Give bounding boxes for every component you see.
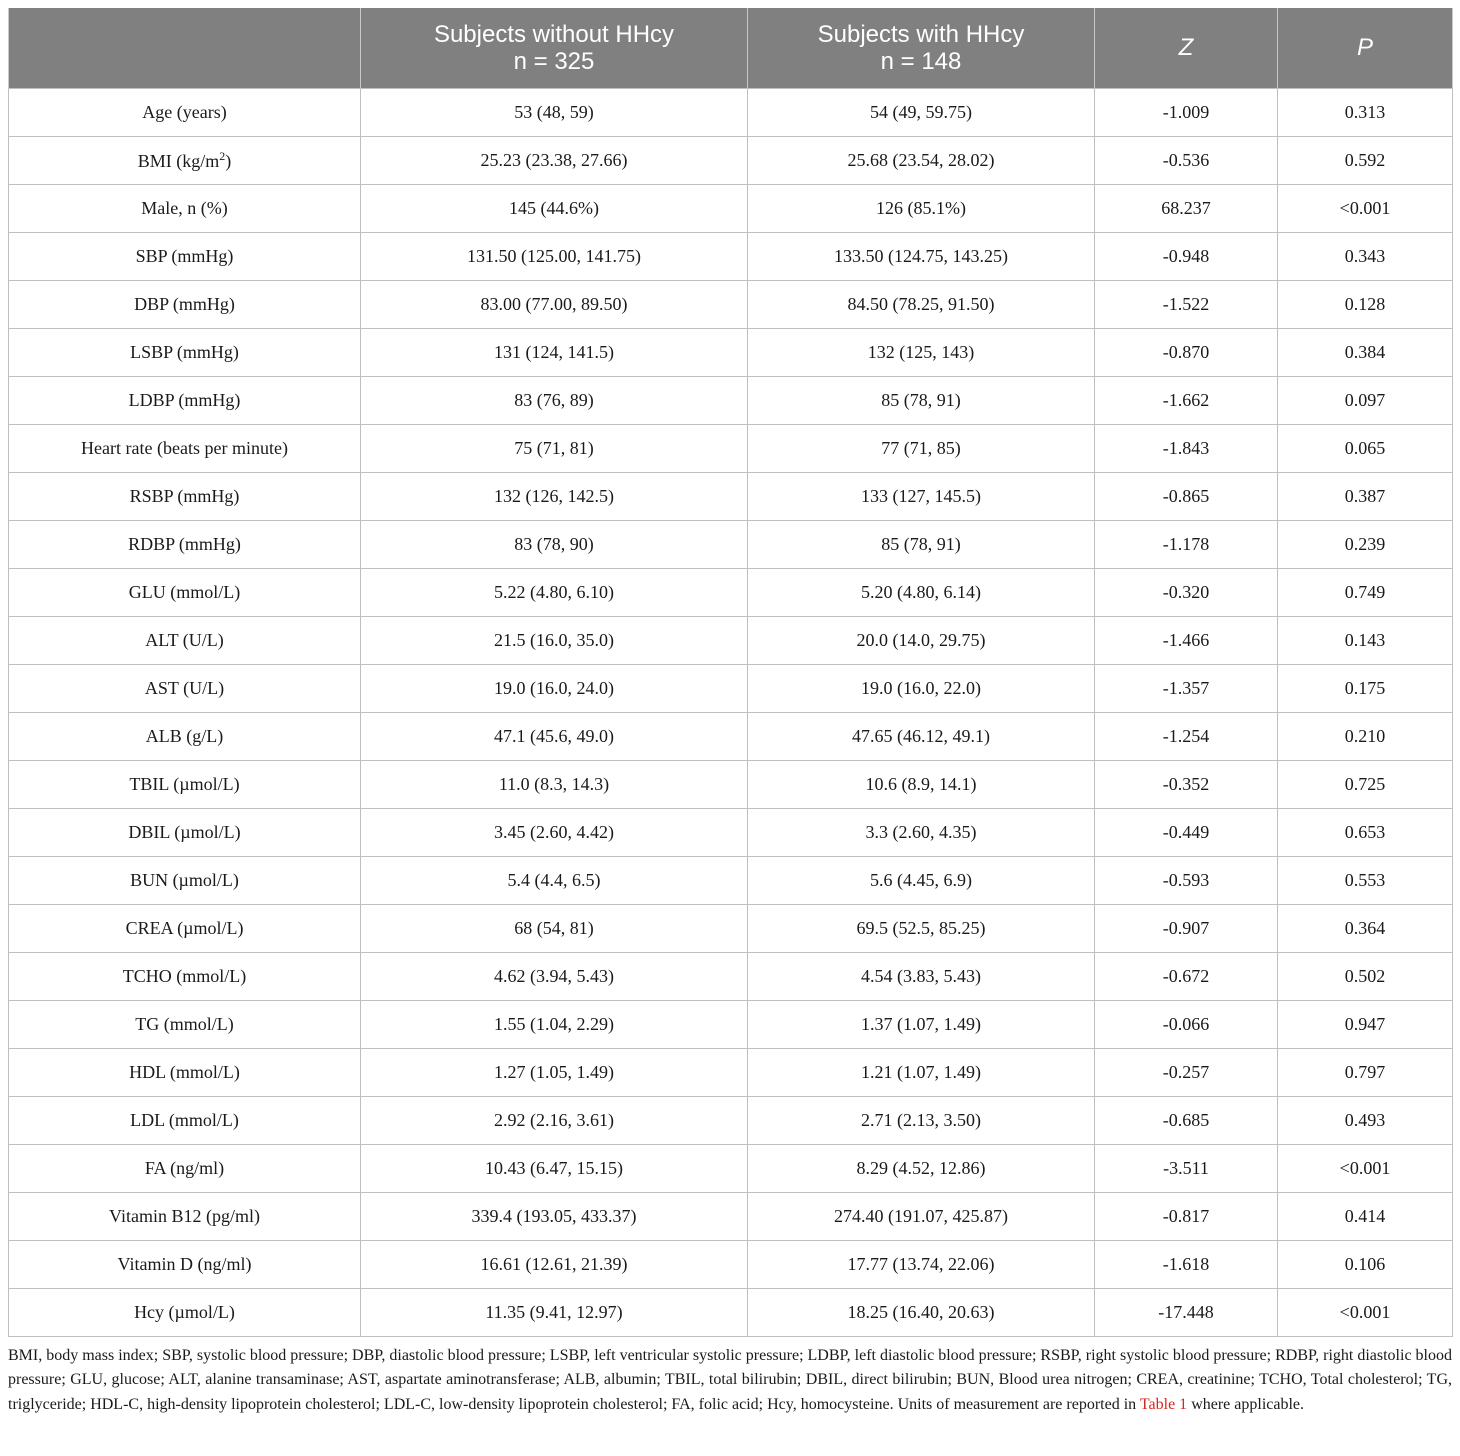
table-row [9,88,1453,136]
cell-p: 0.175 [1278,664,1453,712]
cell-variable [9,328,361,376]
table-row [9,520,1453,568]
cell-p: 0.065 [1278,424,1453,472]
table-body [9,88,1453,1336]
results-table [8,8,1453,1337]
variable-label-superscript: 2 [219,148,226,163]
variable-label: BUN (µmol/L) [130,869,239,890]
variable-label: CREA (µmol/L) [125,917,244,938]
table-1-link[interactable]: Table 1 [1139,1395,1188,1413]
cell-variable [9,712,361,760]
cell-p: 0.493 [1278,1096,1453,1144]
cell-z: -1.357 [1095,664,1278,712]
cell-p: 0.210 [1278,712,1453,760]
cell-without-hhcy: 4.62 (3.94, 5.43) [361,952,748,1000]
cell-p: 0.239 [1278,520,1453,568]
cell-without-hhcy: 16.61 (12.61, 21.39) [361,1240,748,1288]
cell-with-hhcy: 77 (71, 85) [748,424,1095,472]
header-with-title: Subjects with HHcy [817,20,1025,48]
cell-z: -0.907 [1095,904,1278,952]
cell-without-hhcy: 1.27 (1.05, 1.49) [361,1048,748,1096]
table-row [9,1240,1453,1288]
variable-label: LDL (mmol/L) [130,1109,239,1130]
table-row [9,1192,1453,1240]
cell-z: -1.254 [1095,712,1278,760]
variable-label: Male, n (%) [141,197,228,218]
cell-without-hhcy: 10.43 (6.47, 15.15) [361,1144,748,1192]
header-z: Z [1095,8,1278,88]
cell-variable [9,1000,361,1048]
cell-with-hhcy: 20.0 (14.0, 29.75) [748,616,1095,664]
table-row [9,1048,1453,1096]
cell-z: -0.817 [1095,1192,1278,1240]
table-row [9,1288,1453,1336]
header-p: P [1278,8,1453,88]
cell-with-hhcy: 3.3 (2.60, 4.35) [748,808,1095,856]
cell-with-hhcy: 8.29 (4.52, 12.86) [748,1144,1095,1192]
cell-variable [9,184,361,232]
cell-without-hhcy: 5.22 (4.80, 6.10) [361,568,748,616]
cell-p: 0.797 [1278,1048,1453,1096]
cell-p: 0.364 [1278,904,1453,952]
cell-with-hhcy: 54 (49, 59.75) [748,88,1095,136]
variable-label: Vitamin B12 (pg/ml) [109,1205,260,1226]
variable-label: Age (years) [142,101,227,122]
cell-variable [9,136,361,184]
variable-label: ALT (U/L) [145,629,224,650]
cell-p: 0.106 [1278,1240,1453,1288]
cell-variable [9,232,361,280]
cell-variable [9,856,361,904]
header-with-n: n = 148 [880,47,962,75]
variable-label: TBIL (µmol/L) [129,773,240,794]
variable-label: LSBP (mmHg) [130,341,239,362]
variable-label: FA (ng/ml) [144,1157,225,1178]
cell-without-hhcy: 83 (76, 89) [361,376,748,424]
cell-z: -1.009 [1095,88,1278,136]
cell-z: -1.662 [1095,376,1278,424]
cell-variable [9,952,361,1000]
cell-variable [9,760,361,808]
cell-variable [9,280,361,328]
table-row [9,376,1453,424]
cell-variable [9,424,361,472]
cell-with-hhcy: 69.5 (52.5, 85.25) [748,904,1095,952]
cell-with-hhcy: 5.20 (4.80, 6.14) [748,568,1095,616]
cell-without-hhcy: 2.92 (2.16, 3.61) [361,1096,748,1144]
cell-with-hhcy: 2.71 (2.13, 3.50) [748,1096,1095,1144]
cell-variable [9,1048,361,1096]
variable-label: GLU (mmol/L) [128,581,241,602]
cell-z: -0.066 [1095,1000,1278,1048]
cell-without-hhcy: 19.0 (16.0, 24.0) [361,664,748,712]
table-row [9,952,1453,1000]
table-footnote [8,1344,1452,1418]
footnote-text: BMI, body mass index; SBP, systolic blood pressure; DBP, diastolic blood pressure; LSBP, left ventricular systolic pressure; LDBP, left diastolic blood pressure; RSBP, right systolic blood pressure; RDBP, right diastolic blood pressure; GLU, glucose; ALT, alanine transaminase; AST, aspartate aminotransferase; ALB, albumin; TBIL, total bilirubin; DBIL, direct bilirubin; BUN, Blood urea nitrogen; CREA, creatinine; TCHO, Total cholesterol; TG, triglyceride; HDL-C, high-density lipoprotein cholesterol; LDL-C, low-density lipoprotein cholesterol; FA, folic acid; Hcy, homocysteine. Units of measurement are reported in [8,1346,1452,1413]
variable-label: TCHO (mmol/L) [122,965,247,986]
cell-with-hhcy: 47.65 (46.12, 49.1) [748,712,1095,760]
cell-variable [9,1240,361,1288]
cell-p: 0.592 [1278,136,1453,184]
cell-z: -0.257 [1095,1048,1278,1096]
cell-p: 0.387 [1278,472,1453,520]
cell-p: <0.001 [1278,184,1453,232]
cell-with-hhcy: 85 (78, 91) [748,520,1095,568]
cell-without-hhcy: 83.00 (77.00, 89.50) [361,280,748,328]
cell-z: -0.870 [1095,328,1278,376]
table-container [8,8,1452,1433]
cell-with-hhcy: 85 (78, 91) [748,376,1095,424]
cell-p: 0.553 [1278,856,1453,904]
variable-label: SBP (mmHg) [135,245,234,266]
cell-z: -0.865 [1095,472,1278,520]
header-without-hhcy [361,8,748,88]
cell-p: 0.947 [1278,1000,1453,1048]
cell-z: -0.320 [1095,568,1278,616]
table-row [9,856,1453,904]
cell-z: 68.237 [1095,184,1278,232]
table-row [9,616,1453,664]
cell-without-hhcy: 53 (48, 59) [361,88,748,136]
table-row [9,328,1453,376]
variable-label: RDBP (mmHg) [128,533,241,554]
cell-p: 0.128 [1278,280,1453,328]
cell-z: -0.449 [1095,808,1278,856]
cell-without-hhcy: 83 (78, 90) [361,520,748,568]
cell-without-hhcy: 47.1 (45.6, 49.0) [361,712,748,760]
cell-without-hhcy: 145 (44.6%) [361,184,748,232]
cell-without-hhcy: 3.45 (2.60, 4.42) [361,808,748,856]
cell-with-hhcy: 25.68 (23.54, 28.02) [748,136,1095,184]
cell-z: -0.948 [1095,232,1278,280]
table-row [9,184,1453,232]
header-without-title: Subjects without HHcy [433,20,675,48]
header-variable [9,8,361,88]
table-row [9,1096,1453,1144]
cell-z: -1.618 [1095,1240,1278,1288]
table-row [9,232,1453,280]
cell-without-hhcy: 5.4 (4.4, 6.5) [361,856,748,904]
variable-label: LDBP (mmHg) [128,389,241,410]
table-row [9,136,1453,184]
cell-variable [9,88,361,136]
table-row [9,712,1453,760]
cell-variable [9,664,361,712]
cell-z: -3.511 [1095,1144,1278,1192]
cell-z: -0.672 [1095,952,1278,1000]
cell-p: 0.414 [1278,1192,1453,1240]
cell-z: -1.843 [1095,424,1278,472]
cell-without-hhcy: 11.0 (8.3, 14.3) [361,760,748,808]
cell-with-hhcy: 126 (85.1%) [748,184,1095,232]
cell-with-hhcy: 84.50 (78.25, 91.50) [748,280,1095,328]
cell-with-hhcy: 10.6 (8.9, 14.1) [748,760,1095,808]
cell-without-hhcy: 339.4 (193.05, 433.37) [361,1192,748,1240]
cell-z: -1.178 [1095,520,1278,568]
cell-variable [9,472,361,520]
cell-variable [9,904,361,952]
variable-label: AST (U/L) [144,677,225,698]
table-header [9,8,1453,88]
cell-p: <0.001 [1278,1144,1453,1192]
variable-label: DBP (mmHg) [134,293,235,314]
header-without-n: n = 325 [513,47,595,75]
cell-without-hhcy: 131 (124, 141.5) [361,328,748,376]
cell-without-hhcy: 21.5 (16.0, 35.0) [361,616,748,664]
variable-label: Heart rate (beats per minute) [81,437,288,458]
cell-z: -0.593 [1095,856,1278,904]
cell-p: 0.097 [1278,376,1453,424]
table-row [9,760,1453,808]
cell-with-hhcy: 18.25 (16.40, 20.63) [748,1288,1095,1336]
cell-variable [9,1144,361,1192]
cell-variable [9,376,361,424]
cell-variable [9,616,361,664]
variable-label: Hcy (µmol/L) [134,1301,235,1322]
cell-p: <0.001 [1278,1288,1453,1336]
cell-z: -0.685 [1095,1096,1278,1144]
cell-with-hhcy: 274.40 (191.07, 425.87) [748,1192,1095,1240]
cell-without-hhcy: 1.55 (1.04, 2.29) [361,1000,748,1048]
table-row [9,568,1453,616]
header-row [9,8,1453,88]
variable-label: DBIL (µmol/L) [128,821,241,842]
cell-p: 0.143 [1278,616,1453,664]
table-row [9,1144,1453,1192]
footnote-tail: where applicable. [1187,1395,1305,1413]
cell-p: 0.725 [1278,760,1453,808]
cell-with-hhcy: 5.6 (4.45, 6.9) [748,856,1095,904]
cell-p: 0.749 [1278,568,1453,616]
table-row [9,424,1453,472]
table-row [9,808,1453,856]
cell-variable [9,808,361,856]
cell-variable [9,1192,361,1240]
table-row [9,904,1453,952]
table-row [9,472,1453,520]
cell-without-hhcy: 11.35 (9.41, 12.97) [361,1288,748,1336]
cell-p: 0.384 [1278,328,1453,376]
cell-with-hhcy: 4.54 (3.83, 5.43) [748,952,1095,1000]
cell-variable [9,1288,361,1336]
variable-label: ALB (g/L) [145,725,224,746]
cell-z: -1.522 [1095,280,1278,328]
cell-with-hhcy: 19.0 (16.0, 22.0) [748,664,1095,712]
cell-variable [9,568,361,616]
cell-with-hhcy: 132 (125, 143) [748,328,1095,376]
cell-with-hhcy: 17.77 (13.74, 22.06) [748,1240,1095,1288]
variable-label: RSBP (mmHg) [129,485,240,506]
cell-with-hhcy: 133 (127, 145.5) [748,472,1095,520]
variable-label: TG (mmol/L) [135,1013,234,1034]
cell-without-hhcy: 75 (71, 81) [361,424,748,472]
cell-z: -0.352 [1095,760,1278,808]
cell-z: -1.466 [1095,616,1278,664]
cell-p: 0.313 [1278,88,1453,136]
cell-z: -0.536 [1095,136,1278,184]
table-row [9,280,1453,328]
variable-label: HDL (mmol/L) [129,1061,240,1082]
variable-label-suffix: ) [225,150,232,171]
cell-without-hhcy: 132 (126, 142.5) [361,472,748,520]
table-row [9,1000,1453,1048]
cell-with-hhcy: 1.21 (1.07, 1.49) [748,1048,1095,1096]
table-row [9,664,1453,712]
cell-without-hhcy: 25.23 (23.38, 27.66) [361,136,748,184]
variable-label: BMI (kg/m [137,150,220,171]
cell-p: 0.653 [1278,808,1453,856]
cell-with-hhcy: 133.50 (124.75, 143.25) [748,232,1095,280]
header-with-hhcy [748,8,1095,88]
cell-variable [9,1096,361,1144]
variable-label: Vitamin D (ng/ml) [117,1253,252,1274]
cell-with-hhcy: 1.37 (1.07, 1.49) [748,1000,1095,1048]
cell-without-hhcy: 68 (54, 81) [361,904,748,952]
cell-p: 0.343 [1278,232,1453,280]
cell-without-hhcy: 131.50 (125.00, 141.75) [361,232,748,280]
cell-p: 0.502 [1278,952,1453,1000]
cell-z: -17.448 [1095,1288,1278,1336]
cell-variable [9,520,361,568]
